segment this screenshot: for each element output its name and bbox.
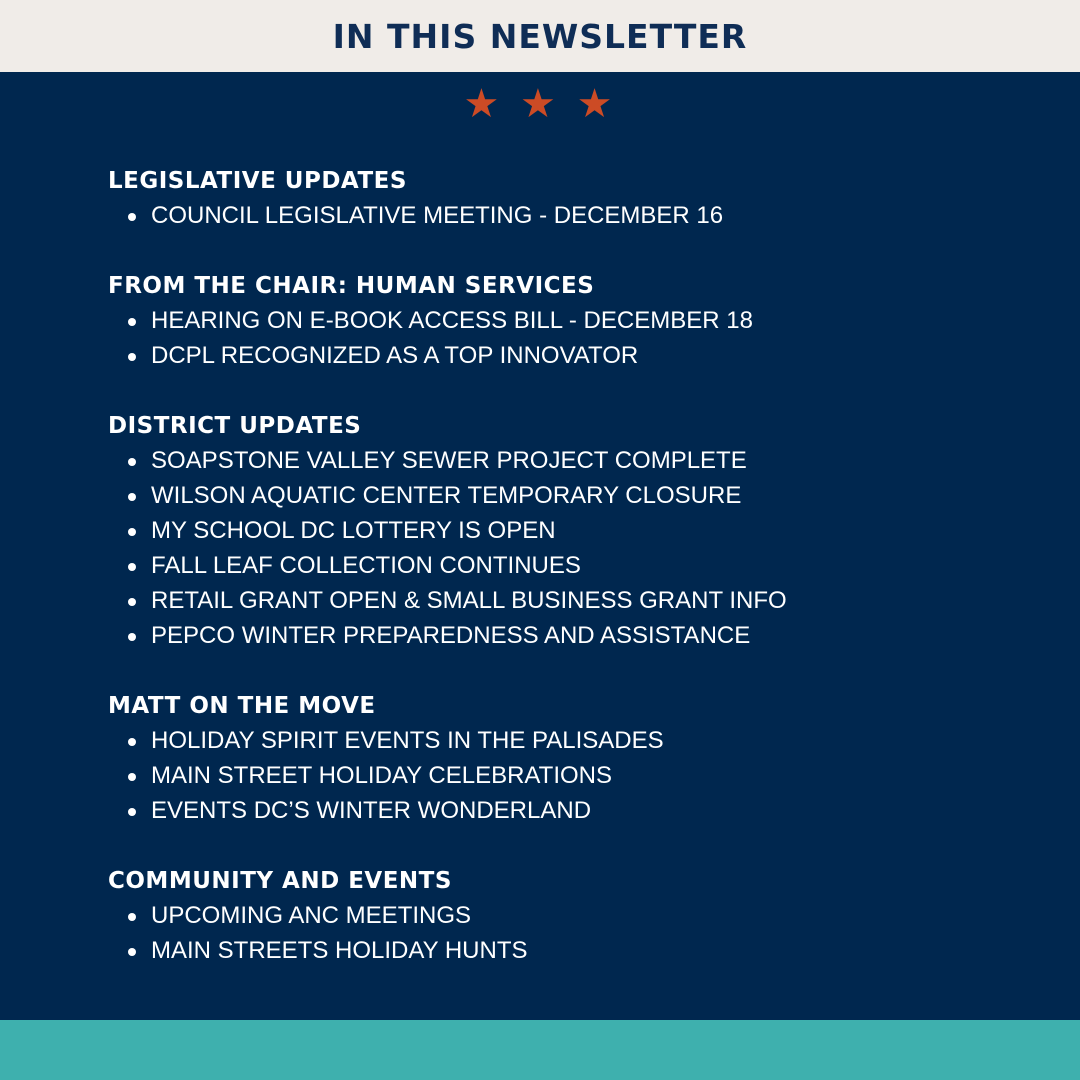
section-district-updates: [108, 409, 1008, 653]
list-item: WILSON AQUATIC CENTER TEMPORARY CLOSURE: [108, 478, 1008, 513]
section-item-list: [108, 198, 1008, 233]
list-item: HEARING ON E-BOOK ACCESS BILL - DECEMBER 18: [108, 303, 1008, 338]
section-legislative-updates: [108, 164, 1008, 233]
section-from-the-chair: [108, 269, 1008, 373]
section-title: LEGISLATIVE UPDATES: [108, 168, 407, 194]
list-item: RETAIL GRANT OPEN & SMALL BUSINESS GRANT INFO: [108, 583, 1008, 618]
section-item-list: [108, 303, 1008, 373]
section-item-list: [108, 898, 1008, 968]
section-item-list: [108, 723, 1008, 828]
newsletter-title: IN THIS NEWSLETTER: [332, 16, 748, 56]
list-item: MAIN STREET HOLIDAY CELEBRATIONS: [108, 758, 1008, 793]
section-community-and-events: [108, 864, 1008, 968]
list-item: EVENTS DC’S WINTER WONDERLAND: [108, 793, 1008, 828]
list-item: FALL LEAF COLLECTION CONTINUES: [108, 548, 1008, 583]
section-title: DISTRICT UPDATES: [108, 413, 362, 439]
section-title: COMMUNITY AND EVENTS: [108, 868, 452, 894]
list-item: PEPCO WINTER PREPAREDNESS AND ASSISTANCE: [108, 618, 1008, 653]
list-item: MAIN STREETS HOLIDAY HUNTS: [108, 933, 1008, 968]
newsletter-header: [0, 0, 1080, 72]
section-title: FROM THE CHAIR: HUMAN SERVICES: [108, 273, 595, 299]
list-item: MY SCHOOL DC LOTTERY IS OPEN: [108, 513, 1008, 548]
section-matt-on-the-move: [108, 689, 1008, 828]
stars-decoration: ★ ★ ★: [463, 81, 617, 127]
list-item: SOAPSTONE VALLEY SEWER PROJECT COMPLETE: [108, 443, 1008, 478]
list-item: DCPL RECOGNIZED AS A TOP INNOVATOR: [108, 338, 1008, 373]
footer-band: [0, 1020, 1080, 1080]
list-item: UPCOMING ANC MEETINGS: [108, 898, 1008, 933]
list-item: COUNCIL LEGISLATIVE MEETING - DECEMBER 16: [108, 198, 1008, 233]
contents-panel: [0, 72, 1080, 1020]
list-item: HOLIDAY SPIRIT EVENTS IN THE PALISADES: [108, 723, 1008, 758]
section-item-list: [108, 443, 1008, 653]
section-title: MATT ON THE MOVE: [108, 693, 376, 719]
